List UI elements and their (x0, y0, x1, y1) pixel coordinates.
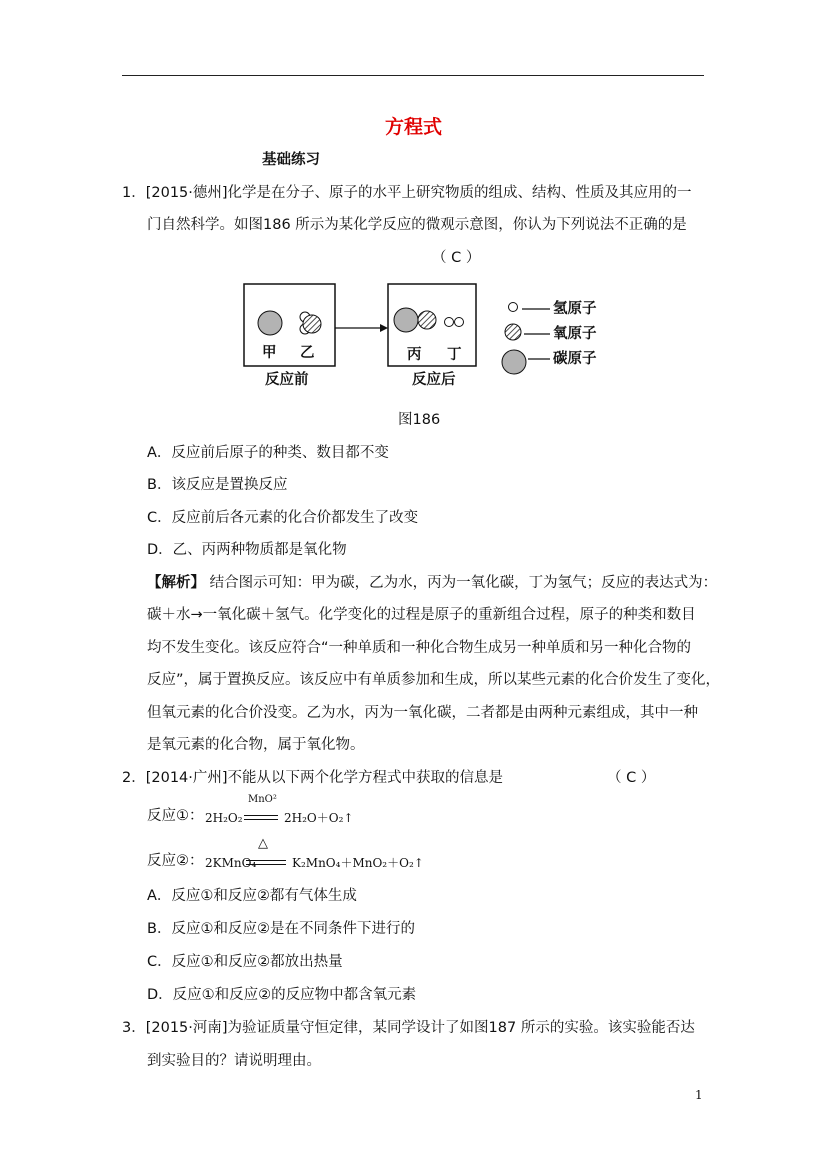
q2-option-c: C．反应①和反应②都放出热量 (147, 954, 343, 970)
section-heading: 基础练习 (262, 152, 320, 168)
carbon-atom (258, 311, 282, 335)
header-rule (122, 75, 704, 76)
oxygen-atom (418, 311, 436, 329)
analysis-line4: 反应”，属于置换反应。该反应中有单质参加和生成，所以某些元素的化合价发生了变化， (147, 672, 721, 688)
label-jia: 甲 (262, 345, 277, 361)
reaction-diagram (240, 280, 620, 392)
q1-option-c: C．反应前后各元素的化合价都发生了改变 (147, 510, 419, 526)
arrow-head (380, 324, 388, 332)
legend-carbon-label: 碳原子 (553, 351, 597, 367)
analysis-line1 (147, 573, 717, 593)
q1-line1: 1．[2015·德州]化学是在分子、原子的水平上研究物质的组成、结构、性质及其应用的一 (122, 185, 692, 201)
label-before: 反应前 (265, 372, 309, 388)
q1-option-b: B．该反应是置换反应 (147, 477, 288, 493)
q2-answer: （ C ） (607, 770, 656, 786)
label-bing: 丙 (407, 347, 422, 363)
reaction1-equals (244, 815, 278, 820)
reaction1-right: 2H₂O＋O₂↑ (284, 811, 354, 825)
q1-option-d: D．乙、丙两种物质都是氧化物 (147, 542, 347, 558)
analysis-text: 结合图示可知：甲为碳，乙为水，丙为一氧化碳，丁为氢气；反应的表达式为： (205, 575, 718, 591)
reaction1-left: 2H₂O₂ (205, 811, 243, 825)
legend-hydrogen-label: 氢原子 (553, 301, 597, 317)
label-after: 反应后 (412, 372, 456, 388)
q2-line1: 2．[2014·广州]不能从以下两个化学方程式中获取的信息是 (122, 770, 504, 786)
q2-option-a: A．反应①和反应②都有气体生成 (147, 888, 357, 904)
legend-carbon-icon (502, 350, 526, 374)
analysis-line2: 碳＋水→一氧化碳＋氢气。化学变化的过程是原子的重新组合过程，原子的种类和数目 (147, 607, 696, 623)
reaction2-condition: △ (258, 836, 268, 851)
q2-option-d: D．反应①和反应②的反应物中都含氧元素 (147, 987, 417, 1003)
figure-caption: 图186 (398, 412, 441, 428)
label-yi: 乙 (300, 345, 315, 361)
q1-option-a: A．反应前后原子的种类、数目都不变 (147, 445, 389, 461)
reaction1-label: 反应①： (147, 808, 204, 824)
analysis-line6: 是氧元素的化合物，属于氧化物。 (147, 737, 365, 753)
legend-hydrogen-icon (509, 303, 518, 312)
page-title: 方程式 (384, 116, 442, 138)
q1-answer: （ C ） (432, 250, 481, 266)
hydrogen-atom (455, 318, 464, 327)
reaction2-equals (246, 860, 286, 865)
oxygen-atom (303, 315, 321, 333)
legend-oxygen-label: 氧原子 (553, 326, 597, 342)
reaction2-label: 反应②： (147, 853, 204, 869)
label-ding: 丁 (447, 347, 462, 363)
hydrogen-atom (445, 318, 454, 327)
analysis-line3: 均不发生变化。该反应符合“一种单质和一种化合物生成另一种单质和另一种化合物的 (147, 640, 692, 656)
reaction2-right: K₂MnO₄＋MnO₂＋O₂↑ (292, 856, 424, 870)
reaction1-condition: MnO² (248, 794, 277, 805)
page-number: 1 (695, 1088, 703, 1102)
carbon-atom (394, 308, 418, 332)
q3-line1: 3．[2015·河南]为验证质量守恒定律，某同学设计了如图187 所示的实验。该实验能否达 (122, 1020, 695, 1036)
reaction2-left: 2KMnO₄ (205, 856, 257, 870)
analysis-label: 【解析】 (147, 575, 205, 591)
legend-oxygen-icon (505, 324, 521, 340)
q1-line2: 门自然科学。如图186 所示为某化学反应的微观示意图，你认为下列说法不正确的是 (147, 217, 687, 233)
q3-line2: 到实验目的？请说明理由。 (147, 1053, 321, 1069)
q2-option-b: B．反应①和反应②是在不同条件下进行的 (147, 921, 415, 937)
analysis-line5: 但氧元素的化合价没变。乙为水，丙为一氧化碳，二者都是由两种元素组成，其中一种 (147, 705, 698, 721)
